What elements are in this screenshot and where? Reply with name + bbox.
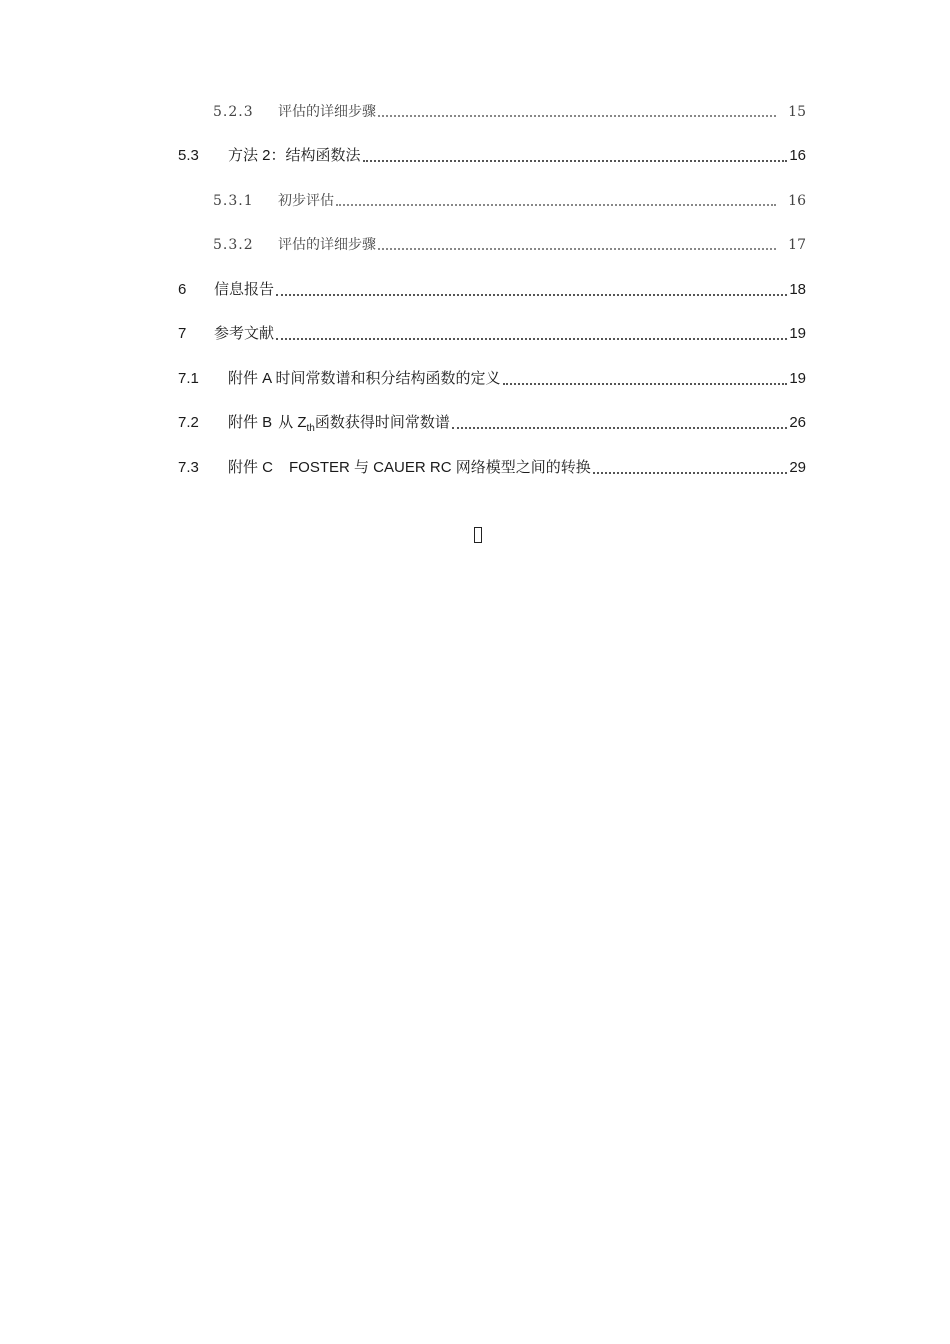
- toc-dot-leader: [452, 425, 787, 429]
- toc-entry-7-3[interactable]: [178, 454, 806, 478]
- toc-entry-6[interactable]: [178, 276, 806, 300]
- toc-dot-leader: [276, 336, 787, 340]
- toc-dot-leader: [276, 292, 787, 296]
- toc-entry-title-main: 从 Z: [278, 414, 307, 431]
- toc-entry-page: 29: [789, 459, 806, 476]
- toc-entry-page: 26: [789, 414, 806, 431]
- toc-entry-page: 19: [789, 325, 806, 342]
- toc-entry-5-3-1[interactable]: [213, 187, 806, 211]
- toc-entry-number: 7: [178, 325, 187, 342]
- toc-dot-leader: [378, 113, 776, 117]
- toc-entry-title-prefix: 附件 C: [228, 459, 274, 476]
- toc-entry-title: 参考文献: [214, 325, 275, 342]
- toc-entry-7-2[interactable]: [178, 409, 806, 433]
- toc-dot-leader: [503, 381, 788, 385]
- toc-dot-leader: [336, 202, 776, 206]
- toc-entry-number: 7.2: [178, 414, 199, 431]
- toc-entry-title: 初步评估: [278, 193, 334, 209]
- missing-glyph-box-icon: [472, 524, 484, 544]
- toc-dot-leader: [593, 470, 788, 474]
- toc-entry-number: 6: [178, 281, 187, 298]
- toc-entry-title: 评估的详细步骤: [278, 237, 376, 253]
- toc-entry-number: 5.2.3: [213, 104, 254, 120]
- toc-entry-number: 5.3.1: [213, 193, 254, 209]
- toc-entry-5-3-2[interactable]: [213, 231, 806, 255]
- toc-entry-5-3[interactable]: [178, 142, 806, 166]
- toc-entry-5-2-3[interactable]: [213, 98, 806, 122]
- toc-entry-title: 方法 2：结构函数法: [228, 147, 361, 164]
- toc-entry-page: 16: [788, 193, 806, 209]
- toc-entry-title: 信息报告: [214, 281, 275, 298]
- toc-entry-title: 评估的详细步骤: [278, 104, 376, 120]
- toc-entry-title-subscript: th: [306, 423, 315, 434]
- toc-entry-page: 18: [789, 281, 806, 298]
- toc-entry-title: [228, 458, 591, 478]
- toc-entry-title: 附件 A 时间常数谱和积分结构函数的定义: [228, 370, 501, 387]
- toc-entry-7[interactable]: [178, 320, 806, 344]
- toc-entry-page: 15: [788, 104, 806, 120]
- toc-entry-title-suffix: 函数获得时间常数谱: [314, 414, 450, 431]
- toc-entry-page: 17: [788, 237, 806, 253]
- toc-entry-page: 16: [789, 147, 806, 164]
- toc-entry-title: [228, 413, 450, 433]
- toc-entry-number: 5.3.2: [213, 237, 254, 253]
- toc-dot-leader: [378, 246, 776, 250]
- toc-entry-number: 7.3: [178, 459, 199, 476]
- toc-entry-page: 19: [789, 370, 806, 387]
- toc-entry-number: 5.3: [178, 147, 199, 164]
- toc-entry-title-prefix: 附件 B: [228, 414, 273, 431]
- toc-dot-leader: [363, 158, 788, 162]
- toc-entry-number: 7.1: [178, 370, 199, 387]
- toc-entry-7-1[interactable]: [178, 365, 806, 389]
- toc-entry-title-main: FOSTER 与 CAUER RC 网络模型之间的转换: [289, 459, 591, 476]
